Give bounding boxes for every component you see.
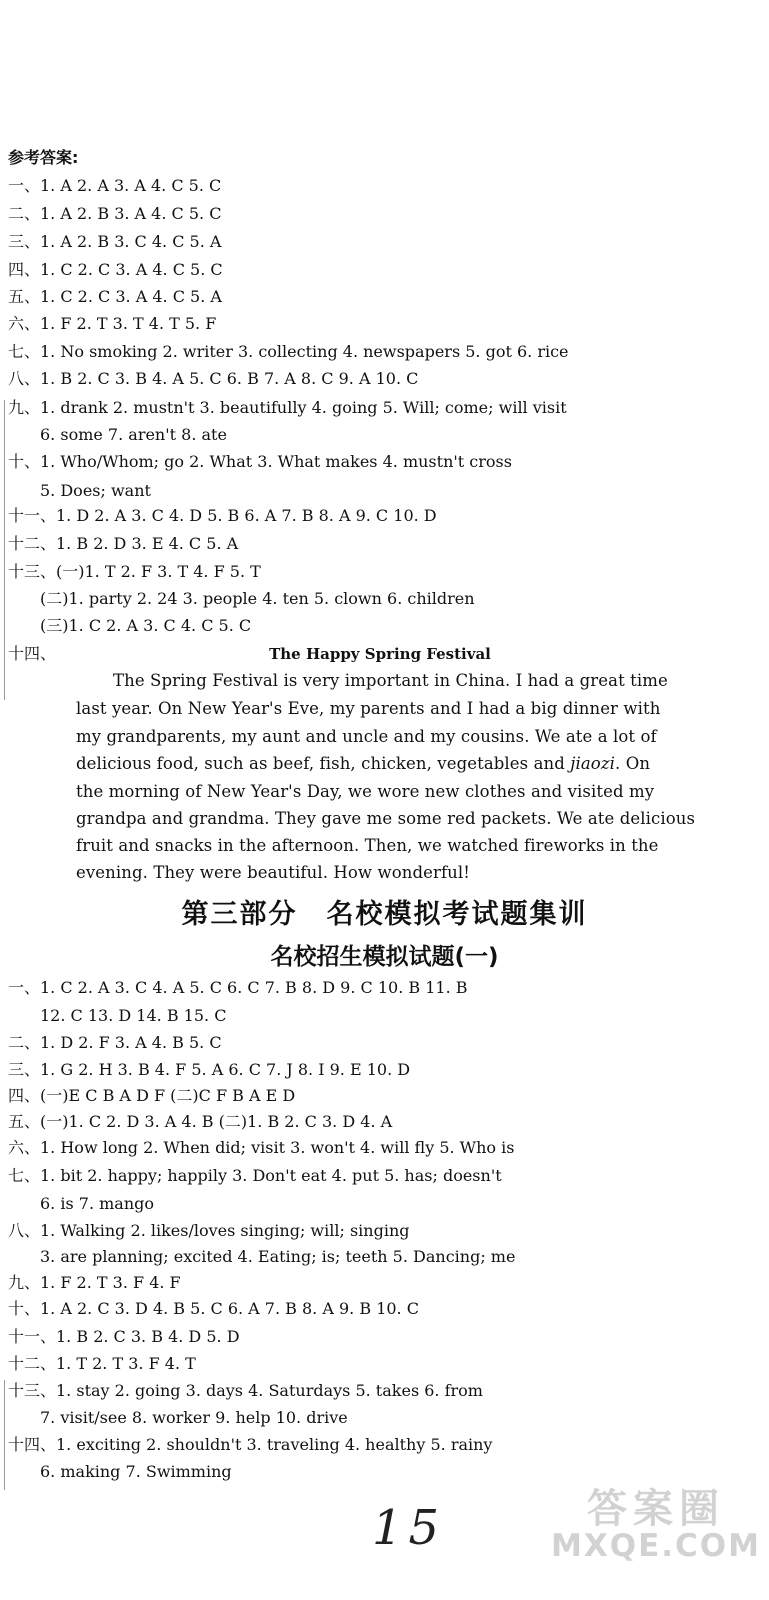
answer-line: 十三、(一)1. T 2. F 3. T 4. F 5. T bbox=[8, 562, 261, 581]
answer-line: 十二、1. B 2. D 3. E 4. C 5. A bbox=[8, 534, 239, 553]
answer-line: 十一、1. D 2. A 3. C 4. D 5. B 6. A 7. B 8. A 9. C 10. D bbox=[8, 506, 437, 525]
watermark-en: MXQE.COM bbox=[550, 1528, 761, 1564]
answer-line: 五、1. C 2. C 3. A 4. C 5. A bbox=[8, 287, 222, 306]
exam-answer-line: 12. C 13. D 14. B 15. C bbox=[40, 1006, 227, 1025]
essay-line-head: the bbox=[76, 782, 109, 801]
page-number: 15 bbox=[372, 1500, 446, 1556]
answer-header: 参考答案: bbox=[8, 148, 79, 167]
answer-line: 三、1. A 2. B 3. C 4. C 5. A bbox=[8, 232, 222, 251]
exam-answer-line: 六、1. How long 2. When did; visit 3. won't 4. will fly 5. Who is bbox=[8, 1138, 515, 1157]
exam-answer-line: 6. is 7. mango bbox=[40, 1194, 155, 1213]
essay-line: The Spring Festival is very important in China. I had a great time bbox=[113, 671, 668, 690]
answer-line: 6. some 7. aren't 8. ate bbox=[40, 425, 227, 444]
exam-answer-line: 3. are planning; excited 4. Eating; is; teeth 5. Dancing; me bbox=[40, 1247, 516, 1266]
exam-answer-line: 一、1. C 2. A 3. C 4. A 5. C 6. C 7. B 8. D 9. C 10. B 11. B bbox=[8, 978, 468, 997]
essay-line: my grandparents, my aunt and uncle and my cousins. We ate a lot of bbox=[76, 727, 657, 746]
essay-title: The Happy Spring Festival bbox=[269, 645, 491, 663]
exam-answer-line: 十、1. A 2. C 3. D 4. B 5. C 6. A 7. B 8. A 9. B 10. C bbox=[8, 1299, 419, 1318]
exam-answer-line: 十二、1. T 2. T 3. F 4. T bbox=[8, 1354, 196, 1373]
answer-line: (二)1. party 2. 24 3. people 4. ten 5. clown 6. children bbox=[40, 589, 475, 608]
essay-line-tail: . On bbox=[615, 754, 651, 773]
essay-line: evening. They were beautiful. How wonderful! bbox=[76, 863, 471, 882]
essay-line: fruit and snacks in the afternoon. Then, we watched fireworks in the bbox=[76, 836, 659, 855]
exam-answer-line: 7. visit/see 8. worker 9. help 10. drive bbox=[40, 1408, 348, 1427]
answer-line: 四、1. C 2. C 3. A 4. C 5. C bbox=[8, 260, 223, 279]
exam-answer-line: 七、1. bit 2. happy; happily 3. Don't eat 4. put 5. has; doesn't bbox=[8, 1166, 502, 1185]
exam-title: 名校招生模拟试题(一) bbox=[270, 944, 499, 970]
answer-line: 八、1. B 2. C 3. B 4. A 5. C 6. B 7. A 8. C 9. A 10. C bbox=[8, 369, 419, 388]
essay-line: grandpa and grandma. They gave me some red packets. We ate delicious bbox=[76, 809, 696, 828]
exam-answer-line: 十一、1. B 2. C 3. B 4. D 5. D bbox=[8, 1327, 240, 1346]
exam-answer-line: 四、(一)E C B A D F (二)C F B A E D bbox=[8, 1086, 296, 1105]
answer-line: 一、1. A 2. A 3. A 4. C 5. C bbox=[8, 176, 222, 195]
exam-answer-line: 二、1. D 2. F 3. A 4. B 5. C bbox=[8, 1033, 222, 1052]
answer-line: 六、1. F 2. T 3. T 4. T 5. F bbox=[8, 314, 217, 333]
watermark-cn: 答案圈 bbox=[586, 1486, 725, 1532]
answer-line: 二、1. A 2. B 3. A 4. C 5. C bbox=[8, 204, 222, 223]
exam-answer-line: 五、(一)1. C 2. D 3. A 4. B (二)1. B 2. C 3. D 4. A bbox=[8, 1112, 393, 1131]
essay-line bbox=[76, 781, 654, 803]
exam-answer-line: 6. making 7. Swimming bbox=[40, 1462, 232, 1481]
essay-line: last year. On New Year's Eve, my parents and I had a big dinner with bbox=[76, 699, 661, 718]
essay-line-text: morning of New Year's Day, we wore new clothes and visited my bbox=[108, 782, 655, 801]
answer-line: 十、1. Who/Whom; go 2. What 3. What makes 4. mustn't cross bbox=[8, 452, 512, 471]
page-margin-line bbox=[4, 400, 5, 700]
answer-line: 七、1. No smoking 2. writer 3. collecting 4. newspapers 5. got 6. rice bbox=[8, 342, 569, 361]
page-margin-line bbox=[4, 1380, 5, 1490]
answer-line: 九、1. drank 2. mustn't 3. beautifully 4. going 5. Will; come; will visit bbox=[8, 398, 567, 417]
watermark-logo bbox=[551, 1488, 761, 1563]
part-title: 第三部分 名校模拟考试题集训 bbox=[181, 899, 588, 930]
exam-answer-line: 九、1. F 2. T 3. F 4. F bbox=[8, 1273, 181, 1292]
exam-answer-line: 十三、1. stay 2. going 3. days 4. Saturdays 5. takes 6. from bbox=[8, 1381, 483, 1400]
exam-answer-line: 八、1. Walking 2. likes/loves singing; will; singing bbox=[8, 1221, 410, 1240]
exam-answer-line: 三、1. G 2. H 3. B 4. F 5. A 6. C 7. J 8. I 9. E 10. D bbox=[8, 1060, 411, 1079]
exam-answer-line: 十四、1. exciting 2. shouldn't 3. traveling 4. healthy 5. rainy bbox=[8, 1435, 493, 1454]
essay-italic-word: jiaozi bbox=[570, 754, 615, 773]
essay-line-text: delicious food, such as beef, fish, chicken, vegetables and bbox=[76, 754, 571, 773]
essay-line bbox=[76, 753, 650, 775]
answer-line: (三)1. C 2. A 3. C 4. C 5. C bbox=[40, 616, 252, 635]
answer-line: 5. Does; want bbox=[40, 481, 151, 500]
essay-label: 十四、 bbox=[8, 644, 57, 663]
